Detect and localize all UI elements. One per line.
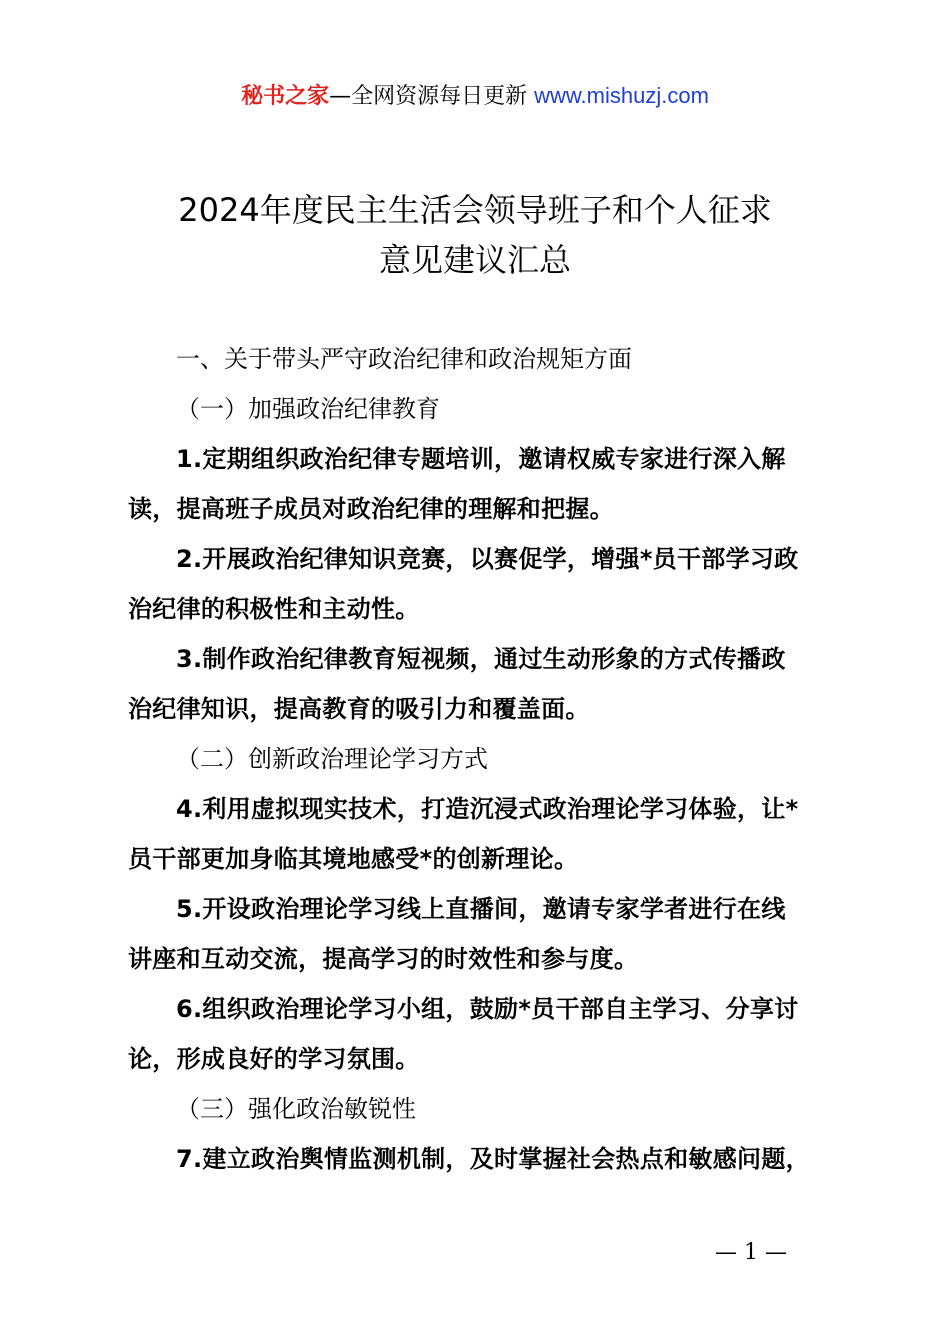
list-item-4 [128, 784, 834, 884]
title-line-2: 意见建议汇总 [378, 241, 571, 279]
list-item-6-line-2: 论，形成良好的学习氛围。 [128, 1045, 420, 1073]
title-line-1: 2024年度民主生活会领导班子和个人征求 [178, 191, 772, 229]
list-item-3-line-2: 治纪律知识，提高教育的吸引力和覆盖面。 [128, 695, 590, 723]
subsection-heading-2: （二）创新政治理论学习方式 [176, 745, 488, 773]
list-item-1 [128, 434, 834, 534]
list-item-3-line-1: 3.制作政治纪律教育短视频，通过生动形象的方式传播政 [176, 645, 786, 673]
list-item-6 [128, 984, 834, 1084]
list-item-7 [128, 1134, 834, 1184]
section-heading-1: 一、关于带头严守政治纪律和政治规矩方面 [176, 345, 632, 373]
list-item-5-line-2: 讲座和互动交流，提高学习的时效性和参与度。 [128, 945, 639, 973]
document-body [128, 334, 834, 1184]
list-item-2 [128, 534, 834, 634]
list-item-1-line-2: 读，提高班子成员对政治纪律的理解和把握。 [128, 495, 614, 523]
banner-url[interactable]: www.mishuzj.com [534, 83, 709, 108]
list-item-4-line-2: 员干部更加身临其境地感受*的创新理论。 [128, 845, 579, 873]
document-title [60, 185, 890, 285]
site-banner [0, 80, 950, 113]
brand-name: 秘书之家 [241, 84, 330, 109]
list-item-5 [128, 884, 834, 984]
list-item-5-line-1: 5.开设政治理论学习线上直播间，邀请专家学者进行在线 [176, 895, 786, 923]
list-item-7-line-1: 7.建立政治舆情监测机制，及时掌握社会热点和敏感问题， [176, 1145, 810, 1173]
list-item-4-line-1: 4.利用虚拟现实技术，打造沉浸式政治理论学习体验，让* [176, 795, 799, 823]
subsection-heading-3: （三）强化政治敏锐性 [176, 1095, 416, 1123]
list-item-1-line-1: 1.定期组织政治纪律专题培训，邀请权威专家进行深入解 [176, 445, 786, 473]
list-item-2-line-1: 2.开展政治纪律知识竞赛，以赛促学，增强*员干部学习政 [176, 545, 799, 573]
subsection-heading-1: （一）加强政治纪律教育 [176, 395, 440, 423]
banner-tagline: —全网资源每日更新 [329, 84, 528, 109]
page-number: — 1 — [715, 1240, 787, 1265]
list-item-2-line-2: 治纪律的积极性和主动性。 [128, 595, 420, 623]
list-item-6-line-1: 6.组织政治理论学习小组，鼓励*员干部自主学习、分享讨 [176, 995, 799, 1023]
list-item-3 [128, 634, 834, 734]
